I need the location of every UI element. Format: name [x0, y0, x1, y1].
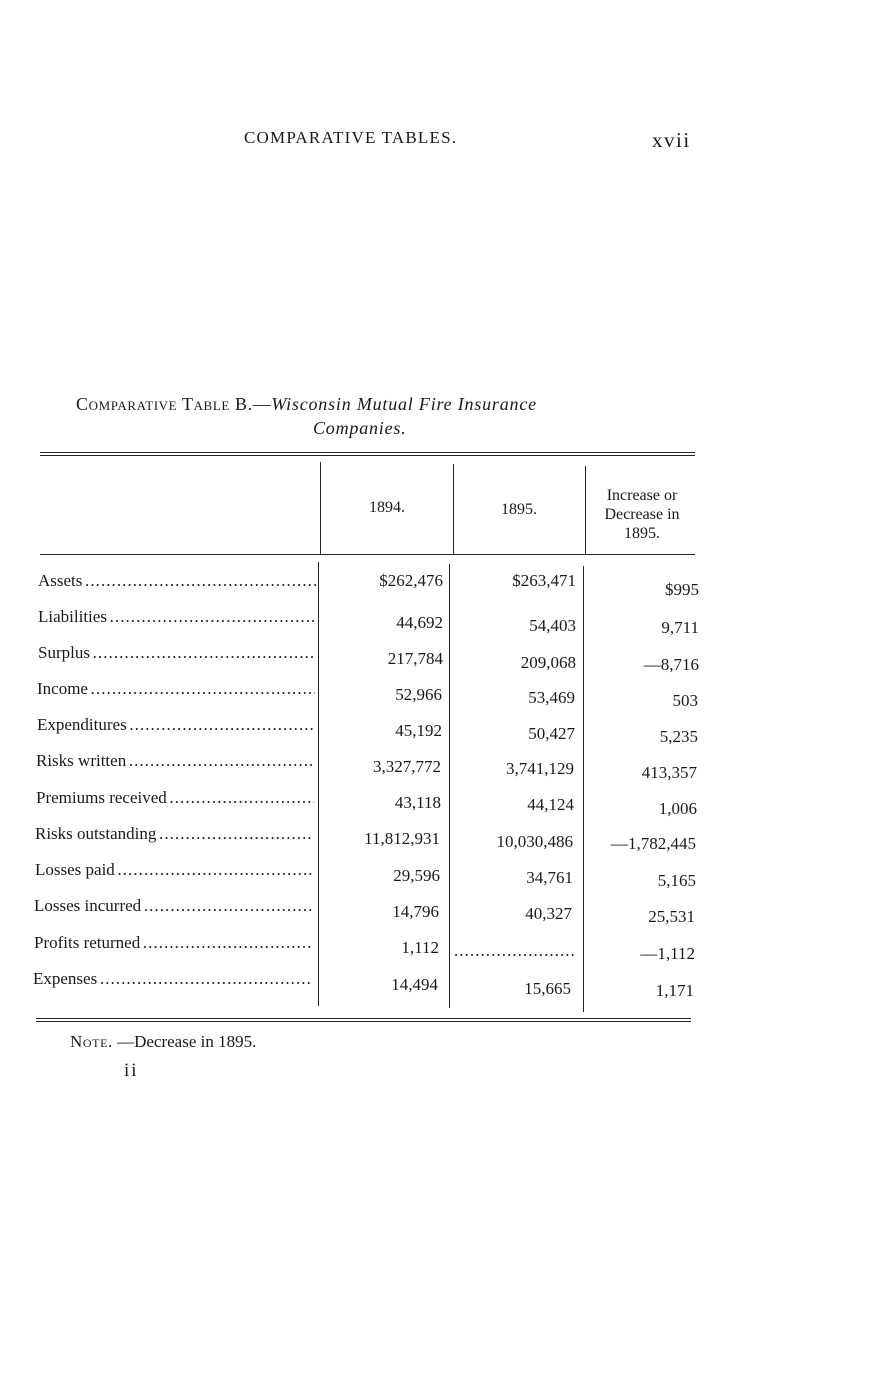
cell-change: 5,235	[659, 727, 698, 746]
cell-change: —1,782,445	[611, 834, 696, 853]
row-label: Expenses . . .	[33, 969, 311, 989]
cell-1894: 1,112	[401, 938, 439, 957]
cell-1894: 44,692	[396, 613, 443, 632]
cell-change: —8,716	[643, 655, 699, 674]
cell-1895: 53,469	[528, 688, 575, 707]
note-prefix: Note.	[70, 1032, 113, 1051]
table-title-prefix: Comparative Table B.—	[76, 394, 272, 414]
table-header-rule	[40, 554, 695, 555]
cell-change: 5,165	[657, 871, 696, 890]
column-divider-1	[320, 462, 321, 554]
row-label: Losses paid . . .	[35, 860, 313, 880]
cell-change: 1,006	[658, 799, 697, 818]
table-row	[36, 788, 696, 818]
running-head: COMPARATIVE TABLES.	[244, 128, 458, 147]
cell-change: 413,357	[641, 763, 697, 782]
cell-1894: 45,192	[395, 721, 442, 740]
cell-1895: 3,741,129	[506, 759, 574, 778]
table-row	[34, 896, 694, 926]
table-row	[37, 679, 697, 709]
cell-change: 1,171	[655, 981, 694, 1000]
row-label: Losses incurred . . .	[34, 896, 312, 916]
cell-1895: 54,403	[529, 616, 576, 635]
row-label: Premiums received . . .	[36, 788, 314, 808]
column-header-change-line2: Decrease in	[604, 506, 680, 523]
table-row	[38, 607, 698, 637]
table-title-italic-line1: Wisconsin Mutual Fire Insurance	[271, 394, 537, 414]
table-title	[76, 392, 676, 440]
row-label: Assets . . .	[38, 571, 316, 591]
note-text: —Decrease in 1895.	[112, 1032, 257, 1051]
column-header-change-line1: Increase or	[606, 487, 678, 504]
column-header-change	[586, 486, 698, 543]
table-title-italic-line2: Companies.	[313, 418, 407, 438]
cell-1894: 14,796	[392, 902, 439, 921]
page-number: xvii	[652, 128, 691, 152]
table-bottom-rule	[36, 1018, 691, 1022]
cell-1894: $262,476	[379, 571, 443, 590]
column-header-1894: 1894.	[369, 499, 405, 516]
table-row	[38, 643, 698, 673]
cell-change: 503	[672, 691, 698, 710]
cell-1895-blank-dots: . . . . . . . . . . . . . . . . . . . . . . .	[454, 941, 574, 960]
cell-1895: 44,124	[527, 795, 574, 814]
cell-change: —1,112	[640, 944, 695, 963]
table-row	[33, 969, 693, 999]
cell-1895: $263,471	[512, 571, 576, 590]
signature-mark: ii	[124, 1060, 139, 1081]
row-label: Income . . .	[37, 679, 315, 699]
cell-1894: 52,966	[395, 685, 442, 704]
cell-1895: 34,761	[526, 868, 573, 887]
cell-1895: 10,030,486	[496, 832, 573, 851]
column-header-1895: 1895.	[501, 501, 537, 518]
cell-1894: 14,494	[391, 975, 438, 994]
cell-1894: 43,118	[394, 793, 441, 812]
table-row	[34, 933, 694, 963]
cell-1895: 40,327	[525, 904, 572, 923]
cell-change: 25,531	[648, 907, 695, 926]
row-label: Risks written . . .	[36, 751, 314, 771]
row-label: Risks outstanding . . .	[35, 824, 313, 844]
table-row	[35, 860, 695, 890]
row-label: Profits returned . . .	[34, 933, 312, 953]
cell-1895: 209,068	[520, 653, 576, 672]
column-header-change-line3: 1895.	[624, 525, 660, 542]
table-row	[35, 824, 695, 854]
cell-1894: 217,784	[387, 649, 443, 668]
cell-change: 9,711	[661, 618, 699, 637]
cell-1894: 29,596	[393, 866, 440, 885]
row-label: Surplus . . .	[38, 643, 316, 663]
row-label: Liabilities . . .	[38, 607, 316, 627]
cell-1894: 3,327,772	[373, 757, 441, 776]
cell-1894: 11,812,931	[364, 829, 440, 848]
table-row	[36, 751, 696, 781]
table-row	[37, 715, 697, 745]
cell-change: $995	[665, 580, 699, 599]
cell-1895: 50,427	[528, 724, 575, 743]
row-label: Expenditures . . .	[37, 715, 315, 735]
table-note	[70, 1032, 256, 1052]
table-row	[38, 571, 698, 601]
column-divider-2	[453, 464, 454, 554]
table-top-rule	[40, 452, 695, 456]
cell-1895: 15,665	[524, 979, 571, 998]
